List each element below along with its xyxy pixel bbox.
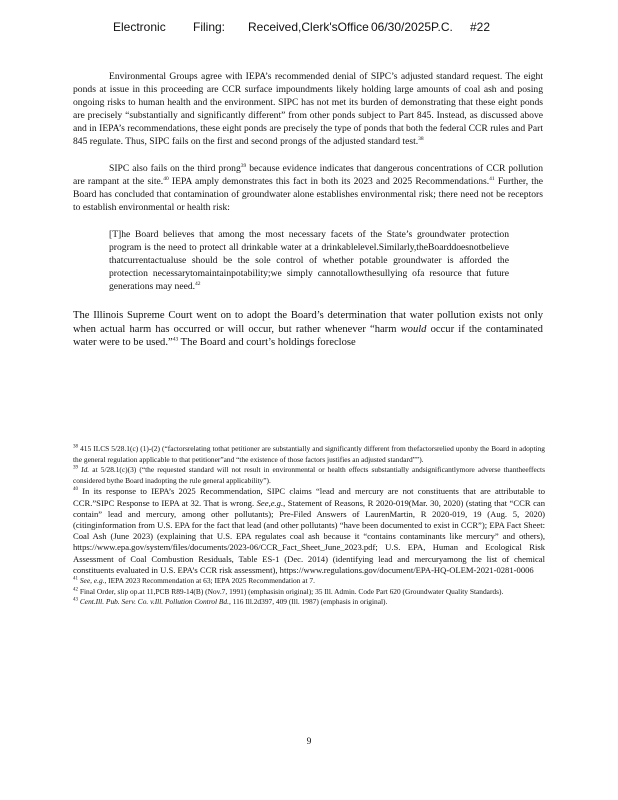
paragraph-2-text-d: Further, the Board has concluded that contamination of groundwater alone establishes environmental risk; there need not be receptors to establish environmental or health risk: — [73, 176, 543, 213]
footnote-38-end: ”). — [415, 454, 424, 464]
footnote-38-text: 415 ILCS 5/28.1(c) (1)-(2) (“factorsrelating tothat petitioner are substantially and significantly different from thefactorsrelied uponby the Board in adopting the general regulation applicable to that petitioner”and “the existence of those factors justifies an adjusted standard” — [73, 444, 545, 464]
footnote-40-text-a: In its response to IEPA’s 2025 Recommendation, SIPC claims “lead and mercury are not constituents that are attributable to CCR.”SIPC Response to IEPA at 32. That is wrong. — [73, 486, 545, 508]
footnote-ref-40[interactable]: 40 — [163, 175, 169, 182]
footnote-ref-39[interactable]: 39 — [240, 162, 247, 169]
footnote-40-link-epa-fact-sheet[interactable]: https://www.epa.gov/system/files/documents/2023-06/CCR_Fact_Sheet_June_2023.pdf — [73, 542, 376, 553]
header-date: 06/30/2025P.C. — [371, 20, 453, 34]
block-quote — [109, 228, 509, 293]
paragraph-1 — [73, 70, 543, 148]
footnote-ref-42[interactable]: 42 — [195, 280, 201, 287]
paragraph-2-text-a: SIPC also fails on the third prong — [109, 163, 241, 174]
footnote-ref-43[interactable]: 43 — [172, 336, 179, 343]
footnote-40-number: 40 — [73, 487, 78, 493]
footnote-39-id: Id. — [81, 465, 90, 475]
footnote-ref-38[interactable]: 38 — [418, 135, 424, 142]
footnote-41-text: , IEPA 2023 Recommendation at 63; IEPA 2025 Recommendation at 7. — [104, 576, 315, 585]
document-body — [73, 70, 543, 350]
header-electronic: Electronic — [113, 20, 166, 34]
footnote-41 — [73, 576, 545, 587]
footnote-40 — [73, 486, 545, 576]
footnote-40-see-eg: See,e.g. — [254, 497, 284, 508]
footnotes — [73, 444, 545, 608]
footnote-39-text: at 5/28.1(c)(3) (“the requested standard will not result in environmental or health effects substantially andsignificantlymore adverse thantheeffects considered bythe Board inadopting the rule general applicability”). — [73, 465, 545, 485]
paragraph-3-text-b: occur if the contaminated water were to be used.” — [73, 323, 543, 348]
footnote-41-number: 41 — [73, 576, 78, 582]
paragraph-3-text-c: The Board and court’s holdings foreclose — [178, 337, 356, 348]
header-filing: Filing: — [193, 20, 226, 34]
paragraph-2 — [73, 162, 543, 214]
footnote-42 — [73, 587, 545, 598]
footnote-38 — [73, 444, 545, 465]
header-received: Received,Clerk'sOffice — [248, 20, 369, 34]
paragraph-1-text: Environmental Groups agree with IEPA’s recommended denial of SIPC’s adjusted standard request. The eight ponds at issue in this proceeding are CCR surface impoundments likely holding large amounts of coal ash and posing ongoing risks to human health and the environment. SIPC has not met its burden of demonstrating that these eight ponds are precisely “substantially and significantly different” from other ponds subject to Part 845. Instead, as discussed above and in IEPA’s recommendations, these eight ponds are precisely the type of ponds that both the federal CCR rules and Part 845 regulate. Thus, SIPC fails on the first and second prongs of the adjusted standard test. — [73, 71, 543, 147]
paragraph-3 — [73, 309, 543, 350]
footnote-41-see: See, e.g. — [79, 576, 105, 585]
footnote-43-number: 43 — [73, 597, 78, 603]
footnote-43-text: , 116 Ill.2d397, 409 (Ill. 1987) (emphasis in original). — [228, 597, 388, 607]
footnote-40-text-b: , Statement of Reasons, R 2020-019(Mar. 30, 2020) (stating that “CCR can contain” lead and mercury, among other pollutants); Pre-Filed Answers of LaurenMartin, R 2020-019, 19 (Aug. 5, 2020) (citinginformation from U.S. EPA for the fact that lead (and other pollutants) “have been documented to exist in CCR”); EPA Fact Sheet: Coal Ash (June 2023) (explaining that U.S. EPA regulates coal ash because it “contains contaminants like mercury” and others), — [73, 497, 545, 542]
header-number: #22 — [470, 20, 491, 34]
emphasis-would: would — [400, 323, 427, 335]
paragraph-3-text-a: The Illinois Supreme Court went on to adopt the Board’s determination that water pollution exists not only when actual harm has occurred or will occur, but rather whenever “harm — [73, 310, 543, 335]
paragraph-2-text-b: because evidence indicates that dangerous concentrations of CCR pollution are rampant at the site. — [73, 163, 543, 187]
footnote-40-text-c: ; U.S. EPA, Human and Ecological Risk Assessment of Coal Combustion Residuals, Table ES-1 (Dec. 2014) (identifying lead and mercuryamong the list of chemical constituents evaluated in U.S. EPA’s CCR risk assessment), — [73, 542, 545, 575]
page-number: 9 — [306, 737, 312, 747]
footnote-42-text: Final Order, slip op.at 11,PCB R89-14(B) (Nov.7, 1991) (emphasisin original); 35 Ill. Admin. Code Part 620 (Groundwater Quality Standards). — [79, 586, 504, 596]
footnote-38-number: 38 — [73, 444, 78, 450]
footnote-39-number: 39 — [73, 465, 78, 471]
filing-header — [0, 20, 618, 38]
paragraph-2-text-c: IEPA amply demonstrates this fact in both its 2023 and 2025 Recommendations. — [168, 176, 490, 187]
footnote-ref-41[interactable]: 41 — [489, 175, 495, 182]
footnote-42-number: 42 — [73, 587, 78, 593]
block-quote-text: [T]he Board believes that among the most necessary facets of the State’s groundwater protection program is the need to protect all drinkable water at a drinkablelevel.Similarly,theBoarddoesnotbelieve thatcurrentactualuse should be the sole control of whether potable groundwater is afforded the protection necessarytomaintainpotability;we simply cannotallowthesullying ofa resource that future generations may need. — [109, 229, 509, 292]
footnote-39 — [73, 465, 545, 486]
footnote-43-case: Cent.Ill. Pub. Serv. Co. v.Ill. Pollution Control Bd. — [79, 597, 229, 607]
footnote-40-link-regulations[interactable]: https://www.regulations.gov/document/EPA-HQ-OLEM-2021-0281-0006 — [279, 564, 534, 575]
footnote-43 — [73, 597, 545, 608]
